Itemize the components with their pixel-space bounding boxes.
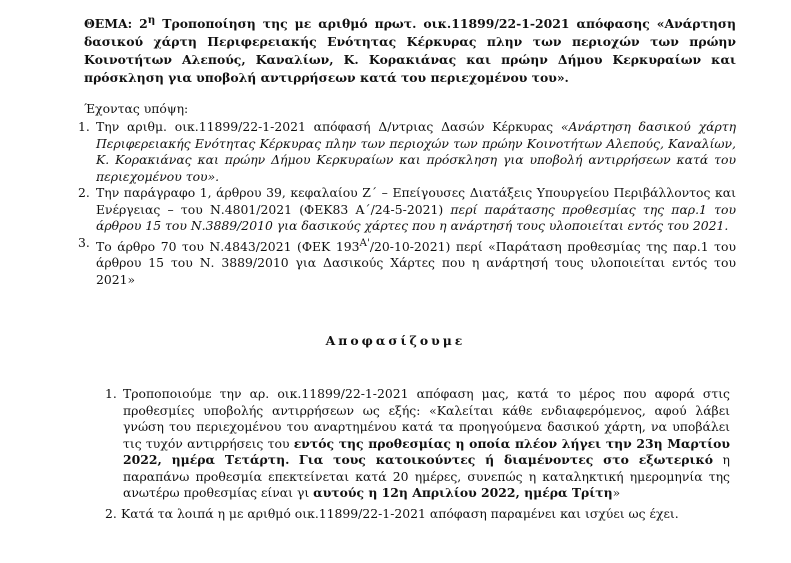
considerations-list (78, 119, 736, 288)
item-number: 2. (78, 185, 90, 200)
decision-bold-deadline: εντός της προθεσμίας η οποία πλέον λήγει την 23η Μαρτίου 2022, ημέρα Τετάρτη. (123, 435, 730, 467)
item-number: 2. (105, 505, 117, 521)
decision-closing-quote: » (612, 485, 621, 500)
decision-item (105, 506, 730, 523)
decision-text-continued: η παραπάνω προθεσμία επεκτείνεται κατά 20 ημέρες, συνεπώς η καταληκτική ημερομηνία της ανωτέρω προθεσμίας είναι γι (123, 452, 730, 500)
subject-text: Τροποποίηση της με αριθμό πρωτ. οικ.11899/22-1-2021 απόφασης «Ανάρτηση δασικού χάρτη Περιφερειακής Ενότητας Κέρκυρας πλην των περιοχών των πρώην Κοινοτήτων Αλεπούς, Καναλίων, Κ. Κορακιάνας και πρώην Δήμου Κερκυραίων και πρόσκληση για υποβολή αντιρρήσεων κατά του περιεχομένου του». (84, 16, 737, 86)
decision-item (105, 386, 730, 502)
consideration-item (78, 235, 736, 289)
item-italic-text: «Ανάρτηση δασικού χάρτη Περιφερειακής Ενότητας Κέρκυρας πλην των περιοχών των πρώην Κοινοτήτων Αλεπούς, Καναλίων, Κ. Κορακιάνας και πρώην Δήμου Κερκυραίων και πρόσκληση για υποβολή αντιρρήσεων κατά του περιεχομένου του». (96, 119, 737, 184)
considerations-intro: Έχοντας υπόψη: (84, 101, 189, 116)
consideration-item (78, 119, 736, 185)
item-text: Το άρθρο 70 του Ν.4843/2021 (ΦΕΚ 193 (96, 238, 360, 254)
subject-label-superscript: η (147, 14, 156, 26)
decision-text: Κατά τα λοιπά η με αριθμό οικ.11899/22-1-2021 απόφαση παραμένει και ισχύει ως έχει. (121, 505, 679, 521)
decision-bold-abroad-deadline: αυτούς η 12η Απριλίου 2022, ημέρα Τρίτη (313, 485, 613, 500)
consideration-item (78, 185, 736, 235)
item-number: 3. (78, 234, 90, 250)
decision-spacer (289, 452, 298, 467)
decision-text: Τροποποιούμε την αρ. οικ.11899/22-1-2021 απόφαση μας, κατά το μέρος που αφορά στις προθεσμίες υποβολής αντιρρήσεων ως εξής: «Καλείται κάθε ενδιαφερόμενος, αφού λάβει γνώση του περιεχομένου του αναρτημένου κατά τα προηγούμενα δασικού χάρτη, να υποβάλει τις τυχόν αντιρρήσεις του (123, 386, 730, 451)
decisions-list (105, 386, 730, 522)
subject-label: ΘΕΜΑ: 2 (84, 16, 148, 32)
decision-bold-abroad: Για τους κατοικούντες ή διαμένοντες στο εξωτερικό (298, 452, 714, 467)
item-text-continued: /20-10-2021) περί «Παράταση προθεσμίας της παρ.1 του άρθρου 15 του Ν. 3889/2010 για Δασικούς Χάρτες που η ανάρτησή τους υλοποιείται εντός του 2021» (96, 238, 736, 287)
item-superscript: Α' (359, 236, 370, 249)
item-number: 1. (78, 119, 90, 134)
document-subject (84, 11, 736, 87)
item-italic-text: περί παράτασης προθεσμίας της παρ.1 του άρθρου 15 του Ν.3889/2010 για δασικούς χάρτες που η ανάρτησή τους υλοποιείται εντός του 2021. (96, 201, 736, 233)
item-text: Την παράγραφο 1, άρθρου 39, κεφαλαίου Ζ΄ – Επείγουσες Διατάξεις Υπουργείου Περιβάλλοντος και Ενέργειας – του Ν.4801/2021 (ΦΕΚ83 Α΄/24-5-2021) (96, 185, 736, 217)
decides-heading: Αποφασίζουμε (325, 333, 466, 348)
item-text: Την αριθμ. οικ.11899/22-1-2021 απόφασή Δ/ντριας Δασών Κέρκυρας (96, 119, 561, 134)
item-number: 1. (105, 386, 117, 401)
